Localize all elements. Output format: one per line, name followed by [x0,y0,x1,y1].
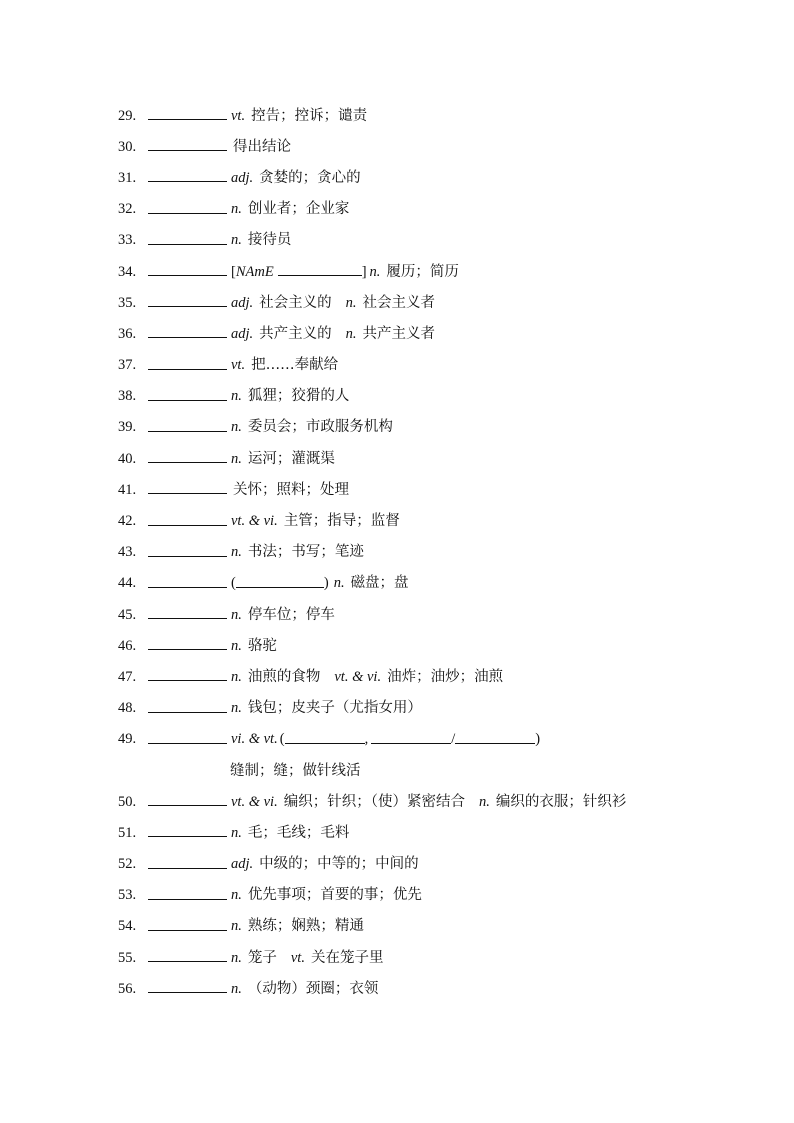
definition: 履历；简历 [386,263,459,280]
item-number: 32. [118,201,137,218]
item-number: 43. [118,544,137,561]
definition: 创业者；企业家 [247,201,350,218]
answer-blank[interactable] [148,323,227,338]
list-item-continuation [118,755,626,786]
answer-blank[interactable] [148,199,227,214]
list-item [118,630,626,661]
definition: 贪婪的；贪心的 [259,169,361,186]
item-number: 52. [118,856,137,873]
part-of-speech: vt. [231,357,246,374]
item-number: 29. [118,107,137,124]
definition-2: 油炸；油炒；油煎 [387,668,504,685]
part-of-speech: n. [231,824,242,841]
part-of-speech: adj. [231,856,254,873]
item-number: 46. [118,637,137,654]
variant-label: NAmE [235,263,274,280]
answer-blank[interactable] [148,604,227,619]
definition: 委员会；市政服务机构 [247,419,393,436]
part-of-speech-2: n. [345,325,357,342]
part-of-speech: adj. [231,169,254,186]
definition: 钱包；皮夹子（尤指女用） [247,700,422,717]
definition-2: 共产主义者 [362,325,436,342]
definition: （动物）颈圈；衣领 [247,980,379,997]
answer-blank[interactable] [148,479,227,494]
item-number: 48. [118,700,137,717]
variant-blank-1[interactable] [285,729,365,744]
separator-slash: / [451,731,456,748]
variant-blank[interactable] [236,573,324,588]
definition: 书法；书写；笔迹 [247,544,364,561]
answer-blank[interactable] [148,292,227,307]
list-item [118,194,626,225]
vocabulary-list [118,100,626,1004]
answer-blank[interactable] [148,947,227,962]
list-item [118,786,626,817]
list-item [118,412,626,443]
part-of-speech: adj. [231,325,254,342]
part-of-speech: n. [231,201,242,218]
answer-blank[interactable] [148,448,227,463]
definition: 得出结论 [233,138,291,155]
list-item [118,287,626,318]
item-number: 56. [118,980,137,997]
answer-blank[interactable] [148,822,227,837]
list-item [118,817,626,848]
item-number: 30. [118,138,137,155]
list-item [118,724,626,755]
definition: 把……奉献给 [251,357,339,374]
bracket-close: ] [361,263,367,280]
item-number: 41. [118,481,137,498]
list-item [118,100,626,131]
list-item [118,599,626,630]
bracket-open: [ [231,263,236,280]
definition: 熟练；娴熟；精通 [247,918,364,935]
answer-blank[interactable] [148,885,227,900]
answer-blank[interactable] [148,105,227,120]
answer-blank[interactable] [148,978,227,993]
list-item [118,131,626,162]
part-of-speech: n. [231,544,242,561]
answer-blank[interactable] [148,666,227,681]
list-item [118,693,626,724]
list-item [118,849,626,880]
item-number: 53. [118,887,137,904]
part-of-speech: n. [231,918,242,935]
answer-blank[interactable] [148,261,227,276]
list-item [118,911,626,942]
list-item [118,443,626,474]
answer-blank[interactable] [148,729,227,744]
list-item [118,661,626,692]
list-item [118,880,626,911]
definition: 油煎的食物 [247,668,321,685]
item-number: 34. [118,263,137,280]
answer-blank[interactable] [148,791,227,806]
item-number: 44. [118,575,137,592]
list-item [118,474,626,505]
definition: 毛；毛线；毛料 [247,824,350,841]
part-of-speech: n. [333,575,345,592]
part-of-speech: n. [231,232,242,249]
answer-blank[interactable] [148,355,227,370]
answer-blank[interactable] [148,854,227,869]
definition-2: 编织的衣服；针织衫 [495,793,627,810]
definition: 停车位；停车 [247,606,335,623]
item-number: 54. [118,918,137,935]
answer-blank[interactable] [148,511,227,526]
answer-blank[interactable] [148,136,227,151]
item-number: 49. [118,731,137,748]
paren-open: ( [231,575,236,592]
part-of-speech: n. [231,606,242,623]
part-of-speech: n. [369,263,381,280]
answer-blank[interactable] [148,698,227,713]
definition: 关怀；照料；处理 [233,481,349,498]
item-number: 45. [118,606,137,623]
definition: 中级的；中等的；中间的 [259,856,419,873]
definition: 控告；控诉；谴责 [251,107,368,124]
part-of-speech: vt. & vi. [231,513,278,530]
part-of-speech: n. [231,949,242,966]
part-of-speech: n. [231,887,242,904]
list-item [118,225,626,256]
answer-blank[interactable] [148,573,227,588]
variant-blank-2[interactable] [371,729,451,744]
definition: 主管；指导；监督 [283,513,400,530]
definition: 优先事项；首要的事；优先 [247,887,422,904]
paren-close: ) [535,731,541,748]
part-of-speech: vt. & vi. [231,793,278,810]
definition: 运河；灌溉渠 [247,450,335,467]
definition: 编织；针织；（使）紧密结合 [283,793,465,810]
part-of-speech: vi. & vt. [231,731,278,748]
answer-blank[interactable] [148,230,227,245]
item-number: 37. [118,357,137,374]
definition: 接待员 [247,232,292,249]
answer-blank[interactable] [148,417,227,432]
list-item [118,162,626,193]
part-of-speech: n. [231,700,242,717]
answer-blank[interactable] [148,916,227,931]
item-number: 35. [118,294,137,311]
part-of-speech: adj. [231,294,254,311]
list-item [118,568,626,599]
variant-blank[interactable] [278,261,362,276]
paren-close: ) [323,575,329,592]
definition: 笼子 [247,949,277,966]
separator-comma: , [364,731,369,748]
item-number: 47. [118,668,137,685]
list-item [118,256,626,287]
definition-2: 社会主义者 [362,294,436,311]
part-of-speech: vt. [231,107,246,124]
item-number: 51. [118,824,137,841]
part-of-speech-2: n. [345,294,357,311]
item-number: 39. [118,419,137,436]
answer-blank[interactable] [148,167,227,182]
part-of-speech-2: n. [478,793,490,810]
list-item [118,381,626,412]
definition: 共产主义的 [259,325,332,342]
part-of-speech: n. [231,388,242,405]
item-number: 42. [118,513,137,530]
list-item [118,973,626,1004]
definition: 磁盘；盘 [350,575,409,592]
part-of-speech: n. [231,450,242,467]
item-number: 33. [118,232,137,249]
list-item [118,537,626,568]
item-number: 55. [118,949,137,966]
part-of-speech: n. [231,668,242,685]
answer-blank[interactable] [148,635,227,650]
definition: 社会主义的 [259,294,332,311]
item-number: 40. [118,450,137,467]
paren-open: ( [279,731,285,748]
list-item [118,350,626,381]
part-of-speech: n. [231,637,242,654]
answer-blank[interactable] [148,542,227,557]
part-of-speech: n. [231,980,242,997]
definition: 骆驼 [247,637,277,654]
definition: 缝制；缝；做针线活 [230,762,361,779]
item-number: 36. [118,325,137,342]
list-item [118,505,626,536]
list-item [118,318,626,349]
answer-blank[interactable] [148,386,227,401]
item-number: 38. [118,388,137,405]
definition-2: 关在笼子里 [310,949,384,966]
variant-blank-3[interactable] [455,729,535,744]
item-number: 50. [118,793,137,810]
part-of-speech-2: vt. & vi. [334,668,382,685]
definition: 狐狸；狡猾的人 [247,388,350,405]
part-of-speech: n. [231,419,242,436]
list-item [118,942,626,973]
part-of-speech-2: vt. [290,949,305,966]
item-number: 31. [118,169,137,186]
